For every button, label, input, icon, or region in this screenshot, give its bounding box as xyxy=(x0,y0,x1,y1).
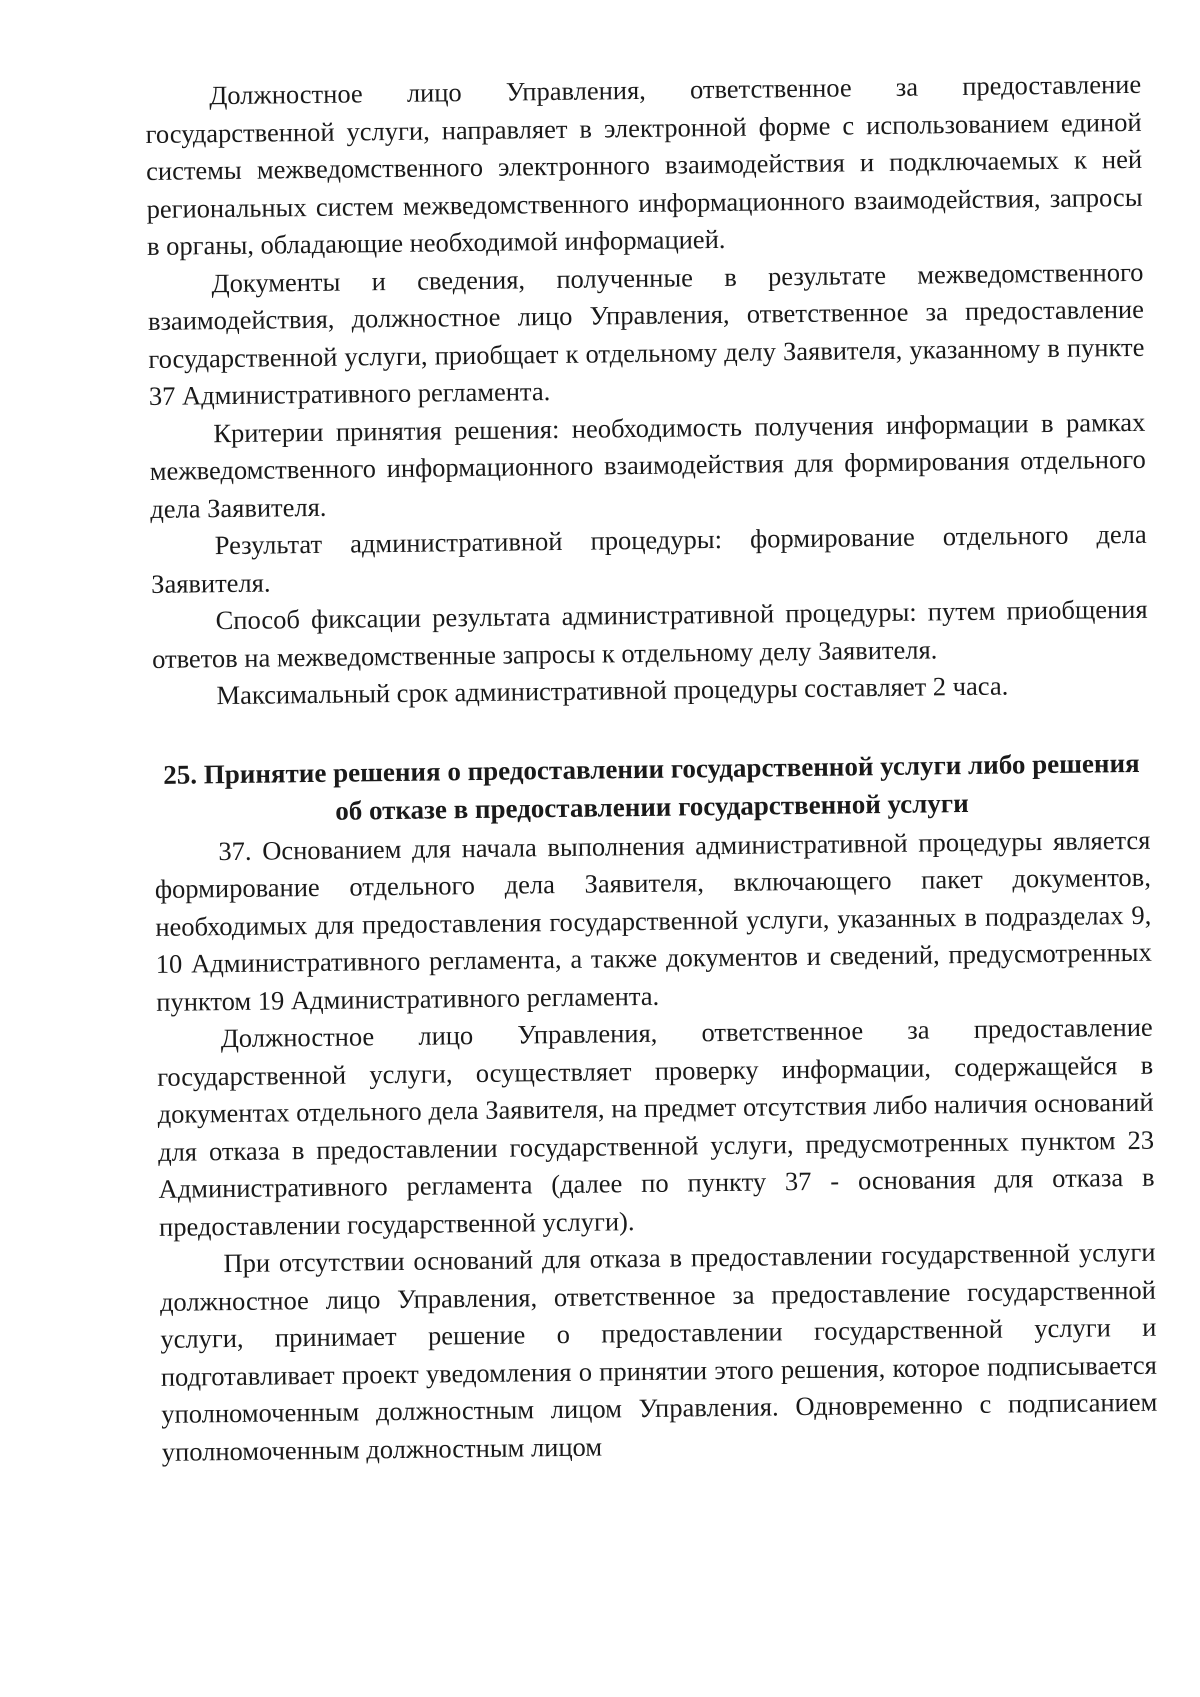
paragraph-information-check: Должностное лицо Управления, ответственное за предоставление государственной услуги, осуществляет проверку информации, содержащейся в документах отдельного дела Заявителя, на предмет отсутствия либо наличия оснований для отказа в предоставлении государственной услуги, предусмотренных пунктом 23 Административного регламента (далее по пункту 37 - основания для отказа в предоставлении государственной услуги). xyxy=(157,1011,1155,1242)
paragraph-fixation-method: Способ фиксации результата административной процедуры: путем приобщения ответов на межведомственные запросы к отдельному делу Заявителя. xyxy=(151,593,1148,674)
document-page xyxy=(145,66,1158,1471)
paragraph-decision-granting: При отсутствии оснований для отказа в предоставлении государственной услуги должностное лицо Управления, ответственное за предоставление государственной услуги, принимает решение о предоставлении государственной услуги и подготавливает проект уведомления о принятии этого решения, которое подписывается уполномоченным должностным лицом Управления. Одновременно с подписанием уполномоченным должностным лицом xyxy=(159,1236,1158,1467)
paragraph-interagency-requests: Должностное лицо Управления, ответственное за предоставление государственной услуги, направляет в электронной форме с использованием единой системы межведомственного электронного взаимодействия и подключаемых к ней региональных систем межведомственного информационного взаимодействия, запросы в органы, обладающие необходимой информацией. xyxy=(145,68,1143,261)
paragraph-procedure-basis: 37. Основанием для начала выполнения административной процедуры является формирование отдельного дела Заявителя, включающего пакет документов, необходимых для предоставления государственной услуги, указанных в подразделах 9, 10 Административного регламента, а также документов и сведений, предусмотренных пунктом 19 Административного регламента. xyxy=(154,824,1152,1017)
paragraph-documents-received: Документы и сведения, полученные в результате межведомственного взаимодействия, должностное лицо Управления, ответственное за предоставление государственной услуги, приобщает к отдельному делу Заявителя, указанному в пункте 37 Административного регламента. xyxy=(147,256,1145,411)
paragraph-decision-criteria: Критерии принятия решения: необходимость получения информации в рамках межведомственного информационного взаимодействия для формирования отдельного дела Заявителя. xyxy=(149,406,1146,524)
section-heading: 25. Принятие решения о предоставлении государственной услуги либо решения об отказе в предоставлении государственной услуги xyxy=(163,747,1140,826)
paragraph-max-duration: Максимальный срок административной процедуры составляет 2 часа. xyxy=(216,670,1009,711)
paragraph-procedure-result: Результат административной процедуры: формирование отдельного дела Заявителя. xyxy=(150,518,1147,599)
